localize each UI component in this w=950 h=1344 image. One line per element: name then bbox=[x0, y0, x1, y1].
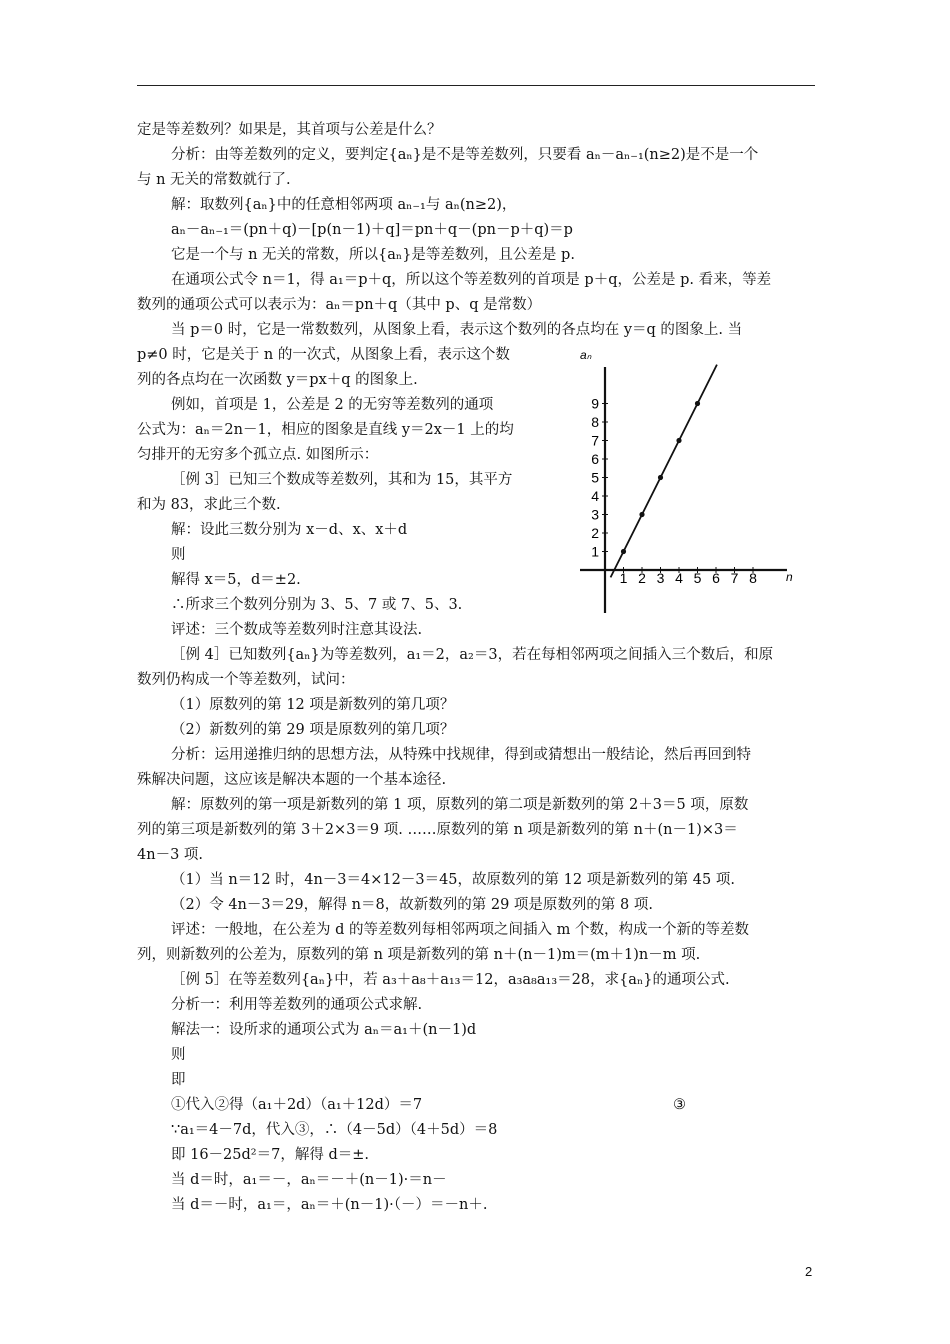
text-line: ③ bbox=[673, 1097, 686, 1113]
text-line: ［例 3］已知三个数成等差数列，其和为 15，其平方 bbox=[171, 472, 513, 488]
x-tick-label: 5 bbox=[693, 570, 702, 586]
text-line: ∵a₁＝4－7d，代入③，∴（4－5d）（4＋5d）＝8 bbox=[171, 1122, 498, 1138]
text-line: 解得 x＝5，d＝±2. bbox=[171, 572, 301, 588]
text-line: 分析一：利用等差数列的通项公式求解. bbox=[171, 997, 423, 1013]
text-line: （2）令 4n－3＝29，解得 n＝8，故新数列的第 29 项是原数列的第 8 项. bbox=[171, 897, 653, 913]
text-line: 当 p＝0 时，它是一常数数列，从图象上看，表示这个数列的各点均在 y＝q 的图象上. 当 bbox=[171, 322, 743, 338]
data-point bbox=[621, 549, 626, 554]
x-tick-label: 2 bbox=[638, 570, 646, 586]
header-rule bbox=[137, 85, 815, 86]
text-line: 当 d＝－时，a₁＝，aₙ＝＋(n－1)·（－）＝－n＋. bbox=[171, 1197, 488, 1213]
text-line: ［例 5］在等差数列{aₙ}中，若 a₃＋a₈＋a₁₃＝12，a₃a₈a₁₃＝28，求{aₙ}的通项公式. bbox=[171, 972, 730, 988]
y-tick-label: 5 bbox=[591, 469, 599, 486]
text-line: 匀排开的无穷多个孤立点. 如图所示： bbox=[137, 447, 379, 463]
text-line: ①代入②得（a₁＋2d）（a₁＋12d）＝7 bbox=[171, 1097, 423, 1113]
text-line: 与 n 无关的常数就行了. bbox=[137, 172, 291, 188]
x-tick-label: 1 bbox=[619, 570, 628, 586]
text-line: 殊解决问题，这应该是解决本题的一个基本途径. bbox=[137, 772, 447, 788]
text-line: 和为 83，求此三个数. bbox=[137, 497, 281, 513]
data-point bbox=[658, 475, 663, 480]
text-line: 则 bbox=[171, 547, 186, 563]
text-line: p≠0 时，它是关于 n 的一次式，从图象上看，表示这个数 bbox=[137, 347, 510, 363]
text-line: aₙ－aₙ₋₁＝(pn＋q)－[p(n－1)＋q]＝pn＋q－(pn－p＋q)＝p bbox=[171, 222, 573, 238]
text-line: （1）当 n＝12 时，4n－3＝4×12－3＝45，故原数列的第 12 项是新数列的第 45 项. bbox=[171, 872, 735, 888]
text-line: 例如，首项是 1，公差是 2 的无穷等差数列的通项 bbox=[171, 397, 494, 413]
y-tick-label: 6 bbox=[591, 451, 599, 467]
text-line: 即 16－25d²＝7，解得 d＝±. bbox=[171, 1147, 369, 1163]
data-point bbox=[695, 401, 700, 406]
text-line: 列，则新数列的公差为，原数列的第 n 项是新数列的第 n＋(n－1)m＝(m＋1)n－m 项. bbox=[137, 947, 701, 963]
text-line: 在通项公式令 n＝1，得 a₁＝p＋q，所以这个等差数列的首项是 p＋q，公差是 p. 看来，等差 bbox=[171, 272, 772, 288]
text-line: 解：原数列的第一项是新数列的第 1 项，原数列的第二项是新数列的第 2＋3＝5 项，原数 bbox=[171, 797, 749, 813]
x-tick-label: 8 bbox=[749, 570, 757, 586]
text-line: 则 bbox=[171, 1047, 186, 1063]
text-line: 评述：三个数成等差数列时注意其设法. bbox=[171, 622, 423, 638]
y-tick-label: 4 bbox=[591, 488, 599, 504]
x-tick-label: 6 bbox=[712, 570, 720, 586]
text-line: 解：取数列{aₙ}中的任意相邻两项 aₙ₋₁与 aₙ(n≥2)， bbox=[171, 197, 517, 213]
text-line: 它是一个与 n 无关的常数，所以{aₙ}是等差数列，且公差是 p. bbox=[171, 247, 575, 263]
text-line: （2）新数列的第 29 项是原数列的第几项？ bbox=[171, 722, 455, 738]
data-point bbox=[676, 438, 681, 443]
text-line: （1）原数列的第 12 项是新数列的第几项？ bbox=[171, 697, 455, 713]
y-tick-label: 7 bbox=[591, 432, 599, 449]
text-line: 解法一：设所求的通项公式为 aₙ＝a₁＋(n－1)d bbox=[171, 1022, 477, 1038]
arithmetic-sequence-graph bbox=[572, 345, 822, 620]
page-number: 2 bbox=[805, 1264, 813, 1279]
data-point bbox=[639, 512, 644, 517]
y-tick-label: 2 bbox=[591, 525, 599, 541]
text-line: 评述：一般地，在公差为 d 的等差数列每相邻两项之间插入 m 个数，构成一个新的等差数 bbox=[171, 922, 749, 938]
x-tick-label: 4 bbox=[675, 570, 683, 586]
x-tick-label: 7 bbox=[730, 570, 739, 586]
text-line: 4n－3 项. bbox=[137, 847, 204, 863]
text-line: 列的第三项是新数列的第 3＋2×3＝9 项. ……原数列的第 n 项是新数列的第 n＋(n－1)×3＝ bbox=[137, 822, 738, 838]
y-tick-label: 8 bbox=[591, 414, 599, 430]
text-line: 公式为：aₙ＝2n－1，相应的图象是直线 y＝2x－1 上的均 bbox=[137, 422, 514, 438]
text-line: 数列的通项公式可以表示为：aₙ＝pn＋q（其中 p、q 是常数） bbox=[137, 297, 542, 313]
text-line: 分析：运用递推归纳的思想方法，从特殊中找规律，得到或猜想出一般结论，然后再回到特 bbox=[171, 747, 751, 763]
x-tick-label: 3 bbox=[656, 570, 665, 586]
text-line: 当 d＝时，a₁＝－，aₙ＝－＋(n－1)·＝n－ bbox=[171, 1172, 447, 1188]
y-tick-label: 1 bbox=[591, 543, 599, 560]
text-line: 列的各点均在一次函数 y＝px＋q 的图象上. bbox=[137, 372, 418, 388]
text-line: ［例 4］已知数列{aₙ}为等差数列，a₁＝2，a₂＝3，若在每相邻两项之间插入三个数后，和原 bbox=[171, 647, 774, 663]
x-axis-label: n bbox=[786, 570, 793, 584]
y-tick-label: 3 bbox=[591, 506, 599, 523]
text-line: 即 bbox=[171, 1072, 186, 1088]
y-axis-label: aₙ bbox=[580, 348, 592, 362]
y-tick-label: 9 bbox=[591, 395, 599, 412]
text-line: 解：设此三数分别为 x－d、x、x＋d bbox=[171, 522, 408, 538]
text-line: 分析：由等差数列的定义，要判定{aₙ}是不是等差数列，只要看 aₙ－aₙ₋₁(n≥2)是不是一个 bbox=[171, 147, 759, 163]
text-line: 数列仍构成一个等差数列，试问： bbox=[137, 672, 355, 688]
text-line: 定是等差数列？如果是，其首项与公差是什么？ bbox=[137, 122, 442, 138]
line-y-2x-1 bbox=[611, 365, 717, 578]
text-line: ∴所求三个数列分别为 3、5、7 或 7、5、3. bbox=[171, 597, 463, 613]
